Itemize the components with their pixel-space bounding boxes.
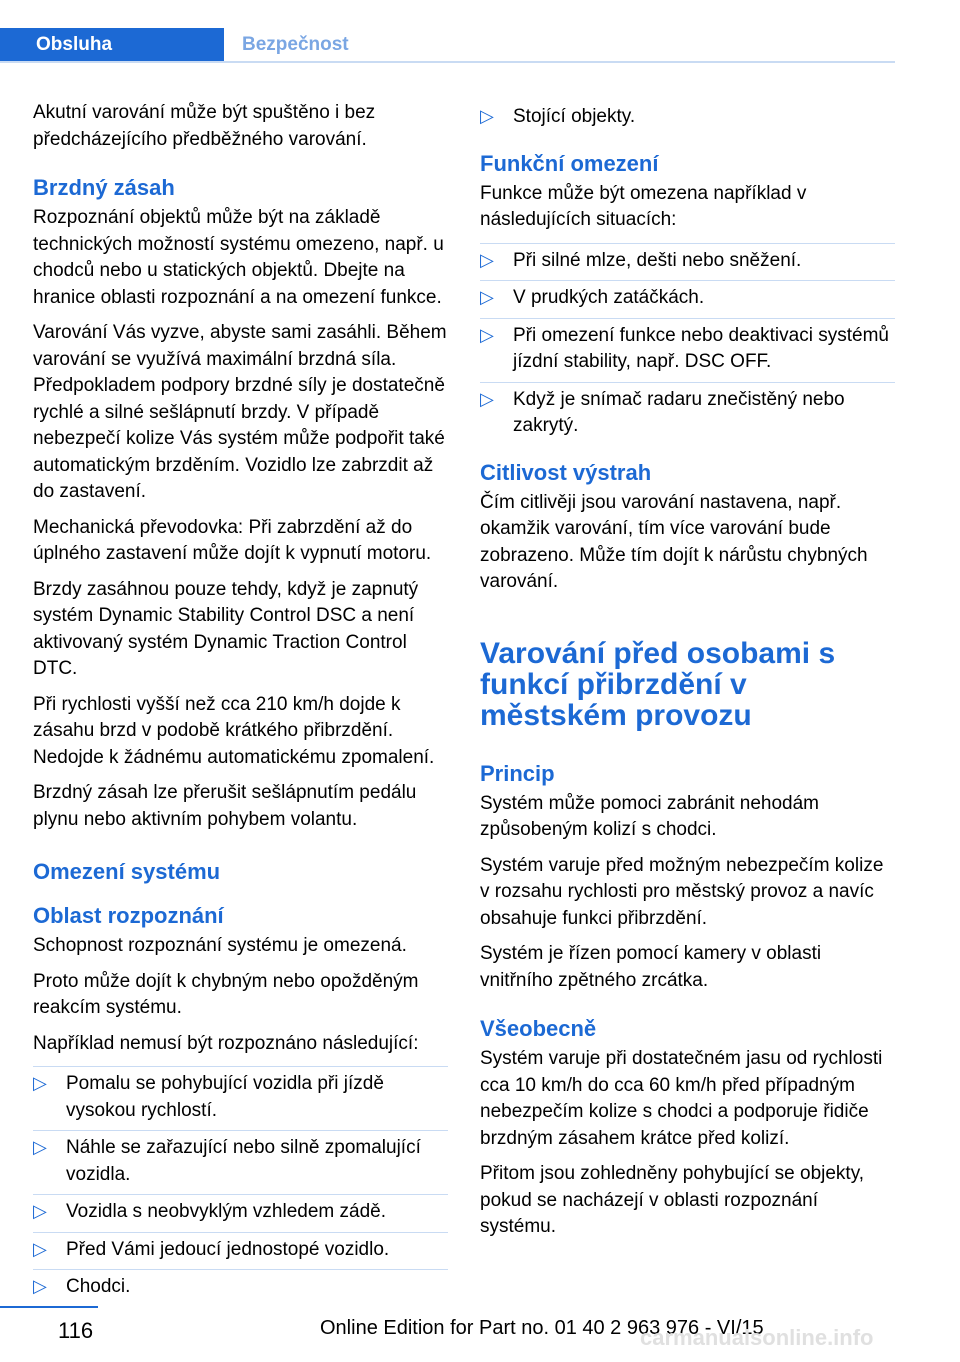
paragraph: Schopnost rozpoznání systému je omezená. (33, 935, 407, 956)
list-item (33, 1130, 448, 1194)
list-item (33, 1066, 448, 1130)
heading-funkcni-omezeni: Funkční omezení (480, 150, 659, 176)
paragraph: Systém varuje při dostatečném jasu od rychlosti cca 10 km/h do cca 60 km/h před případným nebezpečím kolize s chodci a podporuje řidiče brzdným zásahem krátce před kolizí. (480, 1048, 883, 1149)
paragraph: Při rychlosti vyšší než cca 210 km/h dojde k zásahu brzd v podobě krátkého přibrzdění. Nedojde k žádnému automatickému zpomalení. (33, 693, 435, 768)
list-item-text: V prudkých zatáčkách. (513, 287, 705, 308)
paragraph: Mechanická převodovka: Při zabrzdění až do úplného zastavení může dojít k vypnutí motoru. (33, 516, 432, 564)
list-item (33, 1269, 448, 1307)
list-item-text: Pomalu se pohybující vozidla při jízdě vysokou rychlostí. (66, 1073, 384, 1121)
list-item-text: Vozidla s neobvyklým vzhledem zádě. (66, 1201, 386, 1222)
heading-oblast-rozpoznani: Oblast rozpoznání (33, 903, 224, 928)
paragraph: Například nemusí být rozpoznáno následující: (33, 1032, 419, 1054)
heading-princip: Princip (480, 760, 555, 786)
heading-brzdny-zasah: Brzdný zásah (33, 175, 175, 200)
list-item (480, 280, 895, 318)
bullet-list (480, 243, 895, 446)
section-tabs (0, 28, 367, 62)
paragraph: Systém je řízen pomocí kamery v oblasti vnitřního zpětného zrcátka. (480, 943, 822, 991)
triangle-bullet-icon: ▷ (480, 388, 494, 409)
triangle-bullet-icon: ▷ (480, 324, 494, 345)
list-item-text: Chodci. (66, 1276, 131, 1297)
left-column (33, 100, 448, 1307)
paragraph: Akutní varování může být spuštěno i bez předcházejícího předběžného varování. (33, 102, 376, 150)
list-item (33, 1232, 448, 1270)
triangle-bullet-icon: ▷ (33, 1201, 47, 1221)
list-item-text: Před Vámi jedoucí jednostopé vozidlo. (66, 1238, 390, 1260)
bullet-list (480, 100, 895, 137)
page-number: 116 (58, 1318, 94, 1343)
triangle-bullet-icon: ▷ (33, 1137, 47, 1157)
heading-omezeni-systemu: Omezení systému (33, 859, 221, 884)
paragraph: Systém varuje před možným nebezpečím kolize v rozsahu rychlosti pro městský provoz a navíc obsahuje funkci přibrzdění. (480, 854, 884, 929)
list-item-text: Při silné mlze, dešti nebo sněžení. (513, 249, 802, 271)
list-item-text: Při omezení funkce nebo deaktivaci systémů jízdní stability, např. DSC OFF. (513, 324, 889, 372)
paragraph: Přitom jsou zohledněny pohybující se objekty, pokud se nacházejí v oblasti rozpoznání systému. (480, 1163, 865, 1237)
heading-citlivost-vystrah: Citlivost výstrah (480, 459, 652, 485)
paragraph: Rozpoznání objektů může být na základě technických možností systému omezeno, např. u chodců nebo u statických objektů. Dbejte na hranice oblasti rozpoznání a na omezení funkce. (33, 207, 444, 308)
triangle-bullet-icon: ▷ (480, 249, 494, 270)
right-column (480, 100, 895, 1250)
section-title: Varování před osobami s funkcí přibrzdění v městském provozu (480, 636, 836, 732)
list-item-text: Stojící objekty. (513, 106, 636, 127)
bullet-list (33, 1066, 448, 1307)
triangle-bullet-icon: ▷ (480, 106, 494, 126)
triangle-bullet-icon: ▷ (480, 287, 494, 307)
tab-obsluha[interactable]: Obsluha (0, 28, 224, 62)
list-item (480, 382, 895, 446)
paragraph: Brzdy zasáhnou pouze tehdy, když je zapnutý systém Dynamic Stability Control DSC a není aktivovaný systém Dynamic Traction Control DTC. (33, 578, 419, 679)
list-item (33, 1194, 448, 1232)
triangle-bullet-icon: ▷ (33, 1276, 47, 1296)
paragraph: Funkce může být omezena například v následujících situacích: (480, 182, 807, 230)
paragraph: Systém může pomoci zabránit nehodám způsobeným kolizí s chodci. (480, 792, 819, 840)
heading-vseobecne: Všeobecně (480, 1016, 597, 1041)
header-rule (0, 61, 895, 63)
list-item (480, 100, 895, 137)
paragraph: Čím citlivěji jsou varování nastavena, např. okamžik varování, tím více varování bude zobrazeno. Může tím dojít k nárůstu chybných varování. (480, 491, 868, 592)
edition-note: Online Edition for Part no. 01 40 2 963 976 - VI/15 (320, 1317, 764, 1339)
triangle-bullet-icon: ▷ (33, 1238, 47, 1259)
tab-bezpecnost[interactable]: Bezpečnost (224, 28, 367, 62)
list-item (480, 318, 895, 382)
list-item-text: Náhle se zařazující nebo silně zpomalující vozidla. (66, 1137, 421, 1185)
footer-rule (0, 1306, 98, 1308)
paragraph: Varování Vás vyzve, abyste sami zasáhli. Během varování se využívá maximální brzdná síla. Předpokladem podpory brzdné síly je dostatečně rychlé a silné sešlápnutí brzdy. V případě nebezpečí kolize Vás systém může podpořit také automatickým brzděním. Vozidlo lze zabrzdit až do zastavení. (33, 322, 447, 502)
list-item-text: Když je snímač radaru znečistěný nebo zakrytý. (513, 388, 845, 436)
triangle-bullet-icon: ▷ (33, 1073, 47, 1093)
paragraph: Brzdný zásah lze přerušit sešlápnutím pedálu plynu nebo aktivním pohybem volantu. (33, 782, 417, 830)
watermark: carmanualsonline.info (640, 1325, 874, 1350)
list-item (480, 243, 895, 281)
paragraph: Proto může dojít k chybným nebo opožděným reakcím systému. (33, 970, 419, 1018)
